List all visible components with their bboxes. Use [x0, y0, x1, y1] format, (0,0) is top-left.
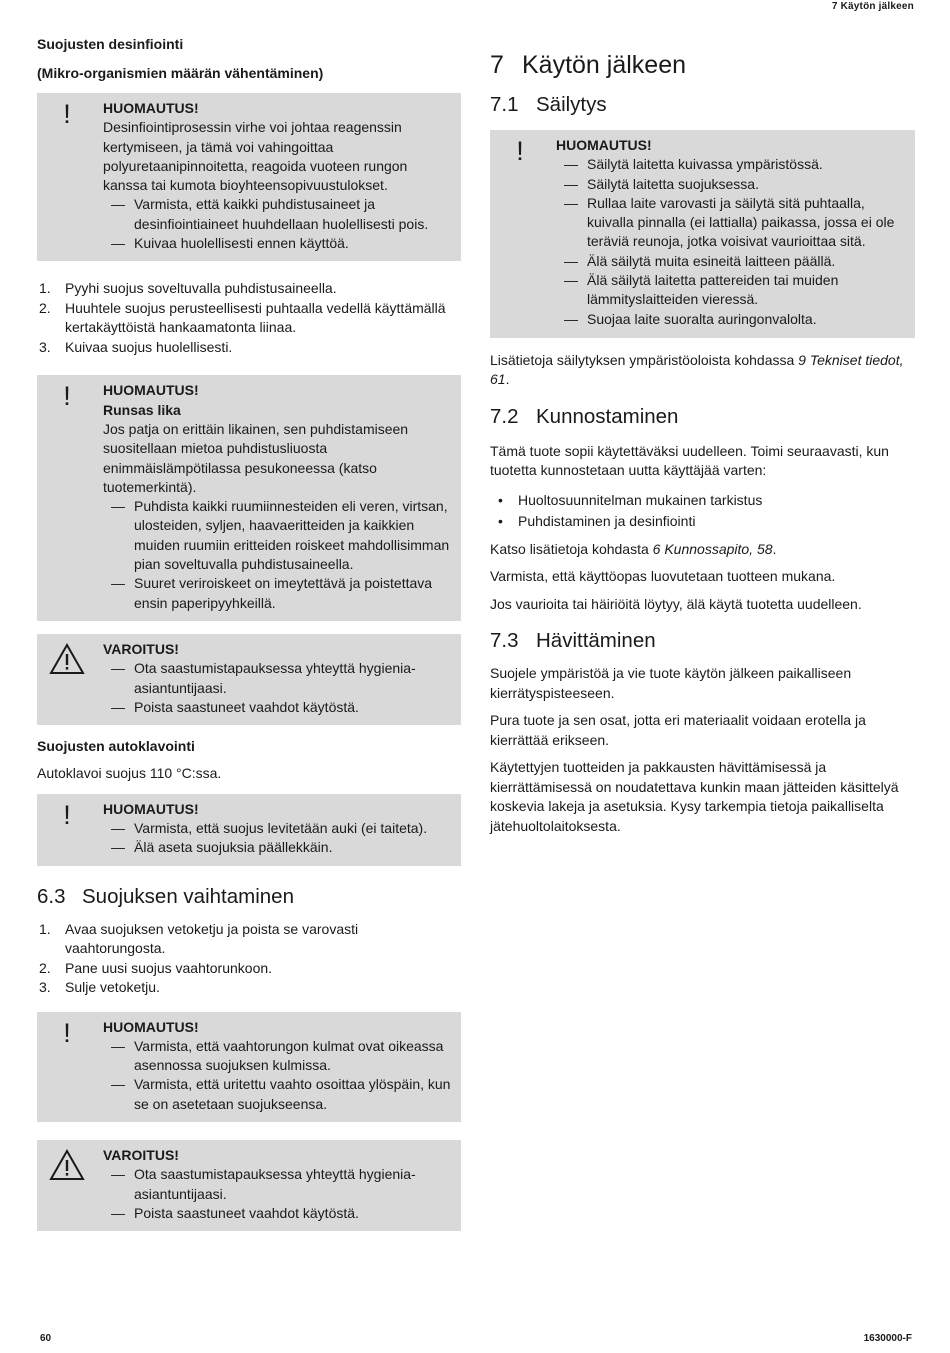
damage-text: Jos vaurioita tai häiriöitä löytyy, älä käytä tuotetta uudelleen.	[490, 595, 862, 612]
list-item: — Varmista, että uritettu vaahto osoittaa ylöspäin, kun se on asetetaan suojukseensa.	[111, 1076, 451, 1112]
right-column	[490, 50, 915, 844]
see-more-text: Katso lisätietoja kohdasta 6 Kunnossapito, 58.	[490, 540, 777, 557]
list-item: 3. Sulje vetoketju.	[39, 979, 160, 996]
warning-contamination-2	[37, 1140, 461, 1231]
warning-list	[103, 659, 451, 717]
section-heading-7-2: 7.2 Kunnostaminen	[490, 404, 679, 428]
list-item: — Ota saastumistapauksessa yhteyttä hygienia-asiantuntijaasi.	[111, 1166, 416, 1202]
exclamation-icon: !	[63, 99, 71, 129]
disposal-paragraph-1: Suojele ympäristöä ja vie tuote käytön jälkeen paikalliseen kierrätyspisteeseen.	[490, 665, 852, 701]
autoclave-title: Suojusten autoklavointi	[37, 738, 195, 755]
list-item: • Puhdistaminen ja desinfiointi	[498, 512, 696, 529]
notice-storage	[490, 130, 915, 338]
list-item: — Kuivaa huolellisesti ennen käyttöä.	[111, 235, 349, 252]
warning-title: VAROITUS!	[103, 640, 179, 657]
notice-list	[103, 497, 451, 613]
list-item: — Varmista, että suojus levitetään auki (ei taiteta).	[111, 819, 428, 836]
disinfection-subtitle: (Mikro-organismien määrän vähentäminen)	[37, 65, 324, 81]
cross-reference-link[interactable]: 9 Tekniset tiedot, 61	[490, 351, 904, 388]
list-item: 2. Huuhtele suojus perusteellisesti puhtaalla vedellä käyttämällä kertakäyttöistä hankaamatonta liinaa.	[39, 299, 446, 336]
section-heading-7-1: 7.1 Säilytys	[490, 93, 607, 116]
reuse-text: Tämä tuote sopii käytettäväksi uudelleen. Toimi seuraavasti, kun tuotetta kunnostetaan uutta käyttäjää varten:	[490, 442, 889, 479]
page-number: 60	[40, 1333, 52, 1344]
list-item: — Älä säilytä muita esineitä laitteen päällä.	[564, 252, 836, 269]
notice-disinfection-error	[37, 93, 461, 261]
notice-foam-corners	[37, 1012, 461, 1122]
list-item: 3. Kuivaa suojus huolellisesti.	[39, 338, 233, 355]
manual-text: Varmista, että käyttöopas luovutetaan tuotteen mukana.	[490, 568, 836, 585]
replace-steps	[37, 920, 461, 998]
exclamation-icon: !	[63, 381, 71, 412]
section-heading-6-3: 6.3 Suojuksen vaihtaminen	[37, 884, 294, 908]
notice-title: HUOMAUTUS!	[103, 800, 199, 817]
warning-title: VAROITUS!	[103, 1147, 179, 1163]
warning-contamination	[37, 634, 461, 725]
notice-list	[103, 819, 451, 858]
warning-triangle-icon	[49, 643, 85, 675]
list-item: — Suuret veriroiskeet on imeytettävä ja poistettava ensin paperipyyhkeillä.	[111, 575, 433, 611]
disposal-paragraph-2: Pura tuote ja sen osat, jotta eri materiaalit voidaan erotella ja kierrättää erikseen.	[490, 712, 866, 748]
disposal-paragraph-3: Käytettyjen tuotteiden ja pakkausten hävittämisessä ja kierrättämisessä on noudatettava kunkin maan jätteiden käsittelyä koskevia lakeja ja asetuksia. Kysy tarkempia tietoja paikalliselta jätehuoltolaitoksesta.	[490, 759, 899, 834]
exclamation-icon: !	[63, 1017, 71, 1048]
cross-reference-link[interactable]: 6 Kunnossapito, 58	[652, 540, 773, 557]
storage-info: Lisätietoja säilytyksen ympäristöoloista kohdassa 9 Tekniset tiedot, 61.	[490, 351, 904, 388]
section-heading-7-3: 7.3 Hävittäminen	[490, 629, 656, 653]
notice-title: HUOMAUTUS!	[556, 137, 652, 153]
list-item: 1. Avaa suojuksen vetoketju ja poista se varovasti vaahtorungosta.	[39, 920, 359, 957]
warning-list	[103, 1165, 451, 1223]
list-item: — Älä aseta suojuksia päällekkäin.	[111, 839, 333, 856]
list-item: — Puhdista kaikki ruumiinnesteiden eli veren, virtsan, ulosteiden, syljen, haavaeritteiden ja kaikkien muiden ruumiin eritteiden roiskeet mahdollisimman pian soveltuvalla puhdistusaineella.	[111, 498, 450, 573]
list-item: — Suojaa laite suoralta auringonvalolta.	[564, 310, 817, 327]
list-item: 1. Pyyhi suojus soveltuvalla puhdistusaineella.	[39, 280, 337, 297]
exclamation-icon: !	[63, 799, 71, 830]
list-item: 2. Pane uusi suojus vaahtorunkoon.	[39, 959, 273, 976]
warning-triangle-icon	[49, 1149, 85, 1181]
list-item: — Varmista, että kaikki puhdistusaineet ja desinfiointiaineet huuhdellaan huolellisesti pois.	[111, 196, 429, 232]
notice-text: Desinfiointiprosessin virhe voi johtaa reagenssin kertymiseen, ja tämä voi vahingoittaa polyuretaanipinnoitetta, reagoida vuoteen rungon kanssa tai kumota bioyhteensopivuustulokset.	[103, 119, 408, 194]
autoclave-text: Autoklavoi suojus 110 °C:ssa.	[37, 765, 222, 782]
notice-list	[103, 195, 451, 253]
list-item: — Säilytä laitetta kuivassa ympäristössä.	[564, 156, 823, 173]
list-item: — Poista saastuneet vaahdot käytöstä.	[111, 1204, 359, 1221]
left-column	[37, 36, 461, 1244]
list-item: — Ota saastumistapauksessa yhteyttä hygienia-asiantuntijaasi.	[111, 660, 416, 696]
list-item: — Rullaa laite varovasti ja säilytä sitä puhtaalla, kuivalla pinnalla (ei lattialla) paikassa, jossa ei ole teräviä reunoja, jotka voisivat vaurioittaa sitä.	[564, 194, 895, 250]
reuse-bullets	[490, 490, 915, 532]
notice-list	[103, 1037, 451, 1114]
list-item: — Älä säilytä laitetta pattereiden tai muiden lämmityslaitteiden vieressä.	[564, 272, 839, 308]
notice-autoclave	[37, 794, 461, 866]
cleaning-steps	[37, 279, 461, 357]
notice-title: HUOMAUTUS!	[103, 382, 199, 399]
notice-title: HUOMAUTUS!	[103, 1018, 199, 1035]
notice-heavy-soiling	[37, 375, 461, 621]
document-number: 1630000-F	[863, 1333, 912, 1344]
list-item: — Poista saastuneet vaahdot käytöstä.	[111, 698, 359, 715]
exclamation-icon: !	[516, 136, 524, 166]
notice-title: HUOMAUTUS!	[103, 100, 199, 116]
list-item: — Säilytä laitetta suojuksessa.	[564, 175, 759, 192]
list-item: — Varmista, että vaahtorungon kulmat ovat oikeassa asennossa suojuksen kulmissa.	[111, 1037, 444, 1074]
running-head: 7 Käytön jälkeen	[831, 1, 914, 12]
list-item: • Huoltosuunnitelman mukainen tarkistus	[498, 491, 763, 508]
chapter-heading: 7 Käytön jälkeen	[490, 51, 687, 79]
notice-text: Jos patja on erittäin likainen, sen puhdistamiseen suositellaan mietoa puhdistusliuosta enimmäislämpötilassa pesukoneessa (katso tuotemerkintä).	[103, 420, 409, 495]
notice-subhead: Runsas lika	[103, 401, 181, 418]
disinfection-title: Suojusten desinfiointi	[37, 36, 184, 52]
notice-list	[556, 155, 905, 329]
